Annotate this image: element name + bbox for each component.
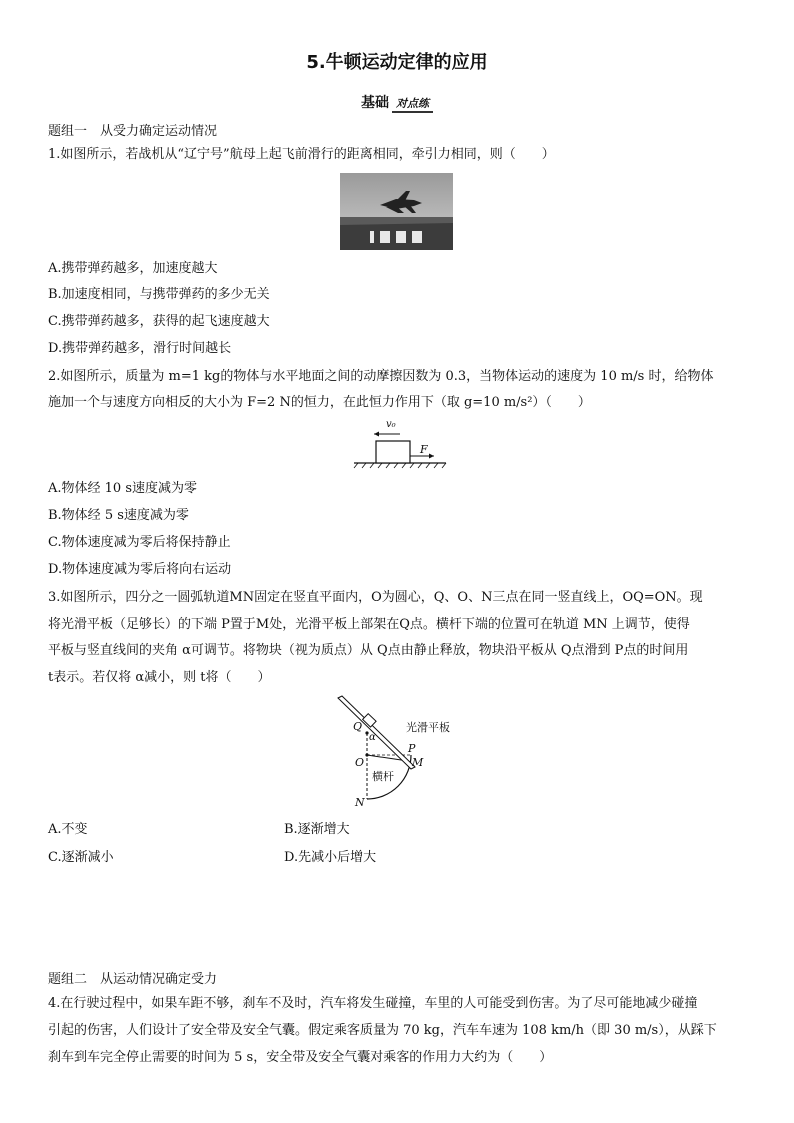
q2-option-b: B.物体经 5 s速度减为零 bbox=[48, 508, 189, 523]
q2-option-c: C.物体速度减为零后将保持静止 bbox=[48, 535, 231, 550]
q3-stem-line3: 平板与竖直线间的夹角 α可调节。将物块（视为质点）从 Q点由静止释放，物块沿平板从 Q点滑到 P点的时间用 bbox=[48, 643, 689, 658]
point-p-label: P bbox=[408, 742, 416, 755]
q3-track-figure bbox=[330, 695, 470, 810]
q1-option-d: D.携带弹药越多，滑行时间越长 bbox=[48, 341, 232, 356]
q4-stem-line2: 引起的伤害，人们设计了安全带及安全气囊。假定乘客质量为 70 kg，汽车车速为 108 km/h（即 30 m/s），从踩下 bbox=[48, 1023, 717, 1038]
q3-option-a: A.不变 bbox=[48, 822, 88, 837]
q4-stem-line3: 刹车到车完全停止需要的时间为 5 s，安全带及安全气囊对乘客的作用力大约为（ ） bbox=[48, 1050, 553, 1065]
group-1-heading: 题组一 从受力确定运动情况 bbox=[48, 124, 218, 139]
q1-option-c: C.携带弹药越多，获得的起飞速度越大 bbox=[48, 314, 270, 329]
crossbar-label: 横杆 bbox=[372, 770, 394, 783]
q3-option-c: C.逐渐减小 bbox=[48, 850, 114, 865]
q3-option-b: B.逐渐增大 bbox=[284, 822, 350, 837]
page-title: 5.牛顿运动定律的应用 bbox=[306, 52, 488, 73]
q1-option-a: A.携带弹药越多，加速度越大 bbox=[48, 261, 218, 276]
q2-stem-line2: 施加一个与速度方向相反的大小为 F=2 N的恒力，在此恒力作用下（取 g=10 m/s²）（ ） bbox=[48, 395, 591, 410]
angle-alpha-label: α bbox=[369, 732, 376, 743]
q3-stem-line1: 3.如图所示，四分之一圆弧轨道MN固定在竖直平面内，O为圆心，Q、O、N三点在同一竖直线上，OQ=ON。现 bbox=[48, 590, 703, 605]
q3-stem-line4: t表示。若仅将 α减小，则 t将（ ） bbox=[48, 670, 271, 685]
section-heading bbox=[0, 92, 794, 112]
q4-stem-line1: 4.在行驶过程中，如果车距不够，刹车不及时，汽车将发生碰撞，车里的人可能受到伤害。为了尽可能地减少碰撞 bbox=[48, 996, 698, 1011]
point-o-label: O bbox=[355, 756, 365, 769]
q2-block-figure bbox=[350, 419, 450, 475]
point-m-label: M bbox=[412, 756, 424, 769]
section-tag: 对点练 bbox=[392, 96, 433, 113]
carrier-jet-photo bbox=[340, 173, 453, 250]
q3-stem-line2: 将光滑平板（足够长）的下端 P置于M处，光滑平板上部架在Q点。横杆下端的位置可在轨道 MN 上调节，使得 bbox=[48, 617, 690, 632]
smooth-board-label: 光滑平板 bbox=[406, 721, 450, 734]
q2-option-d: D.物体速度减为零后将向右运动 bbox=[48, 562, 232, 577]
q2-stem-line1: 2.如图所示，质量为 m=1 kg的物体与水平地面之间的动摩擦因数为 0.3，当物体运动的速度为 10 m/s 时，给物体 bbox=[48, 369, 714, 384]
section-label: 基础 bbox=[361, 95, 389, 111]
q1-option-b: B.加速度相同，与携带弹药的多少无关 bbox=[48, 287, 270, 302]
q3-option-d: D.先减小后增大 bbox=[284, 850, 377, 865]
force-f-label: F bbox=[420, 443, 428, 456]
v0-label: v₀ bbox=[386, 419, 396, 430]
point-n-label: N bbox=[355, 796, 365, 809]
q2-option-a: A.物体经 10 s速度减为零 bbox=[48, 481, 197, 496]
q1-stem: 1.如图所示，若战机从“辽宁号”航母上起飞前滑行的距离相同，牵引力相同，则（ ） bbox=[48, 147, 555, 162]
point-q-label: Q bbox=[353, 720, 363, 733]
group-2-heading: 题组二 从运动情况确定受力 bbox=[48, 972, 218, 987]
